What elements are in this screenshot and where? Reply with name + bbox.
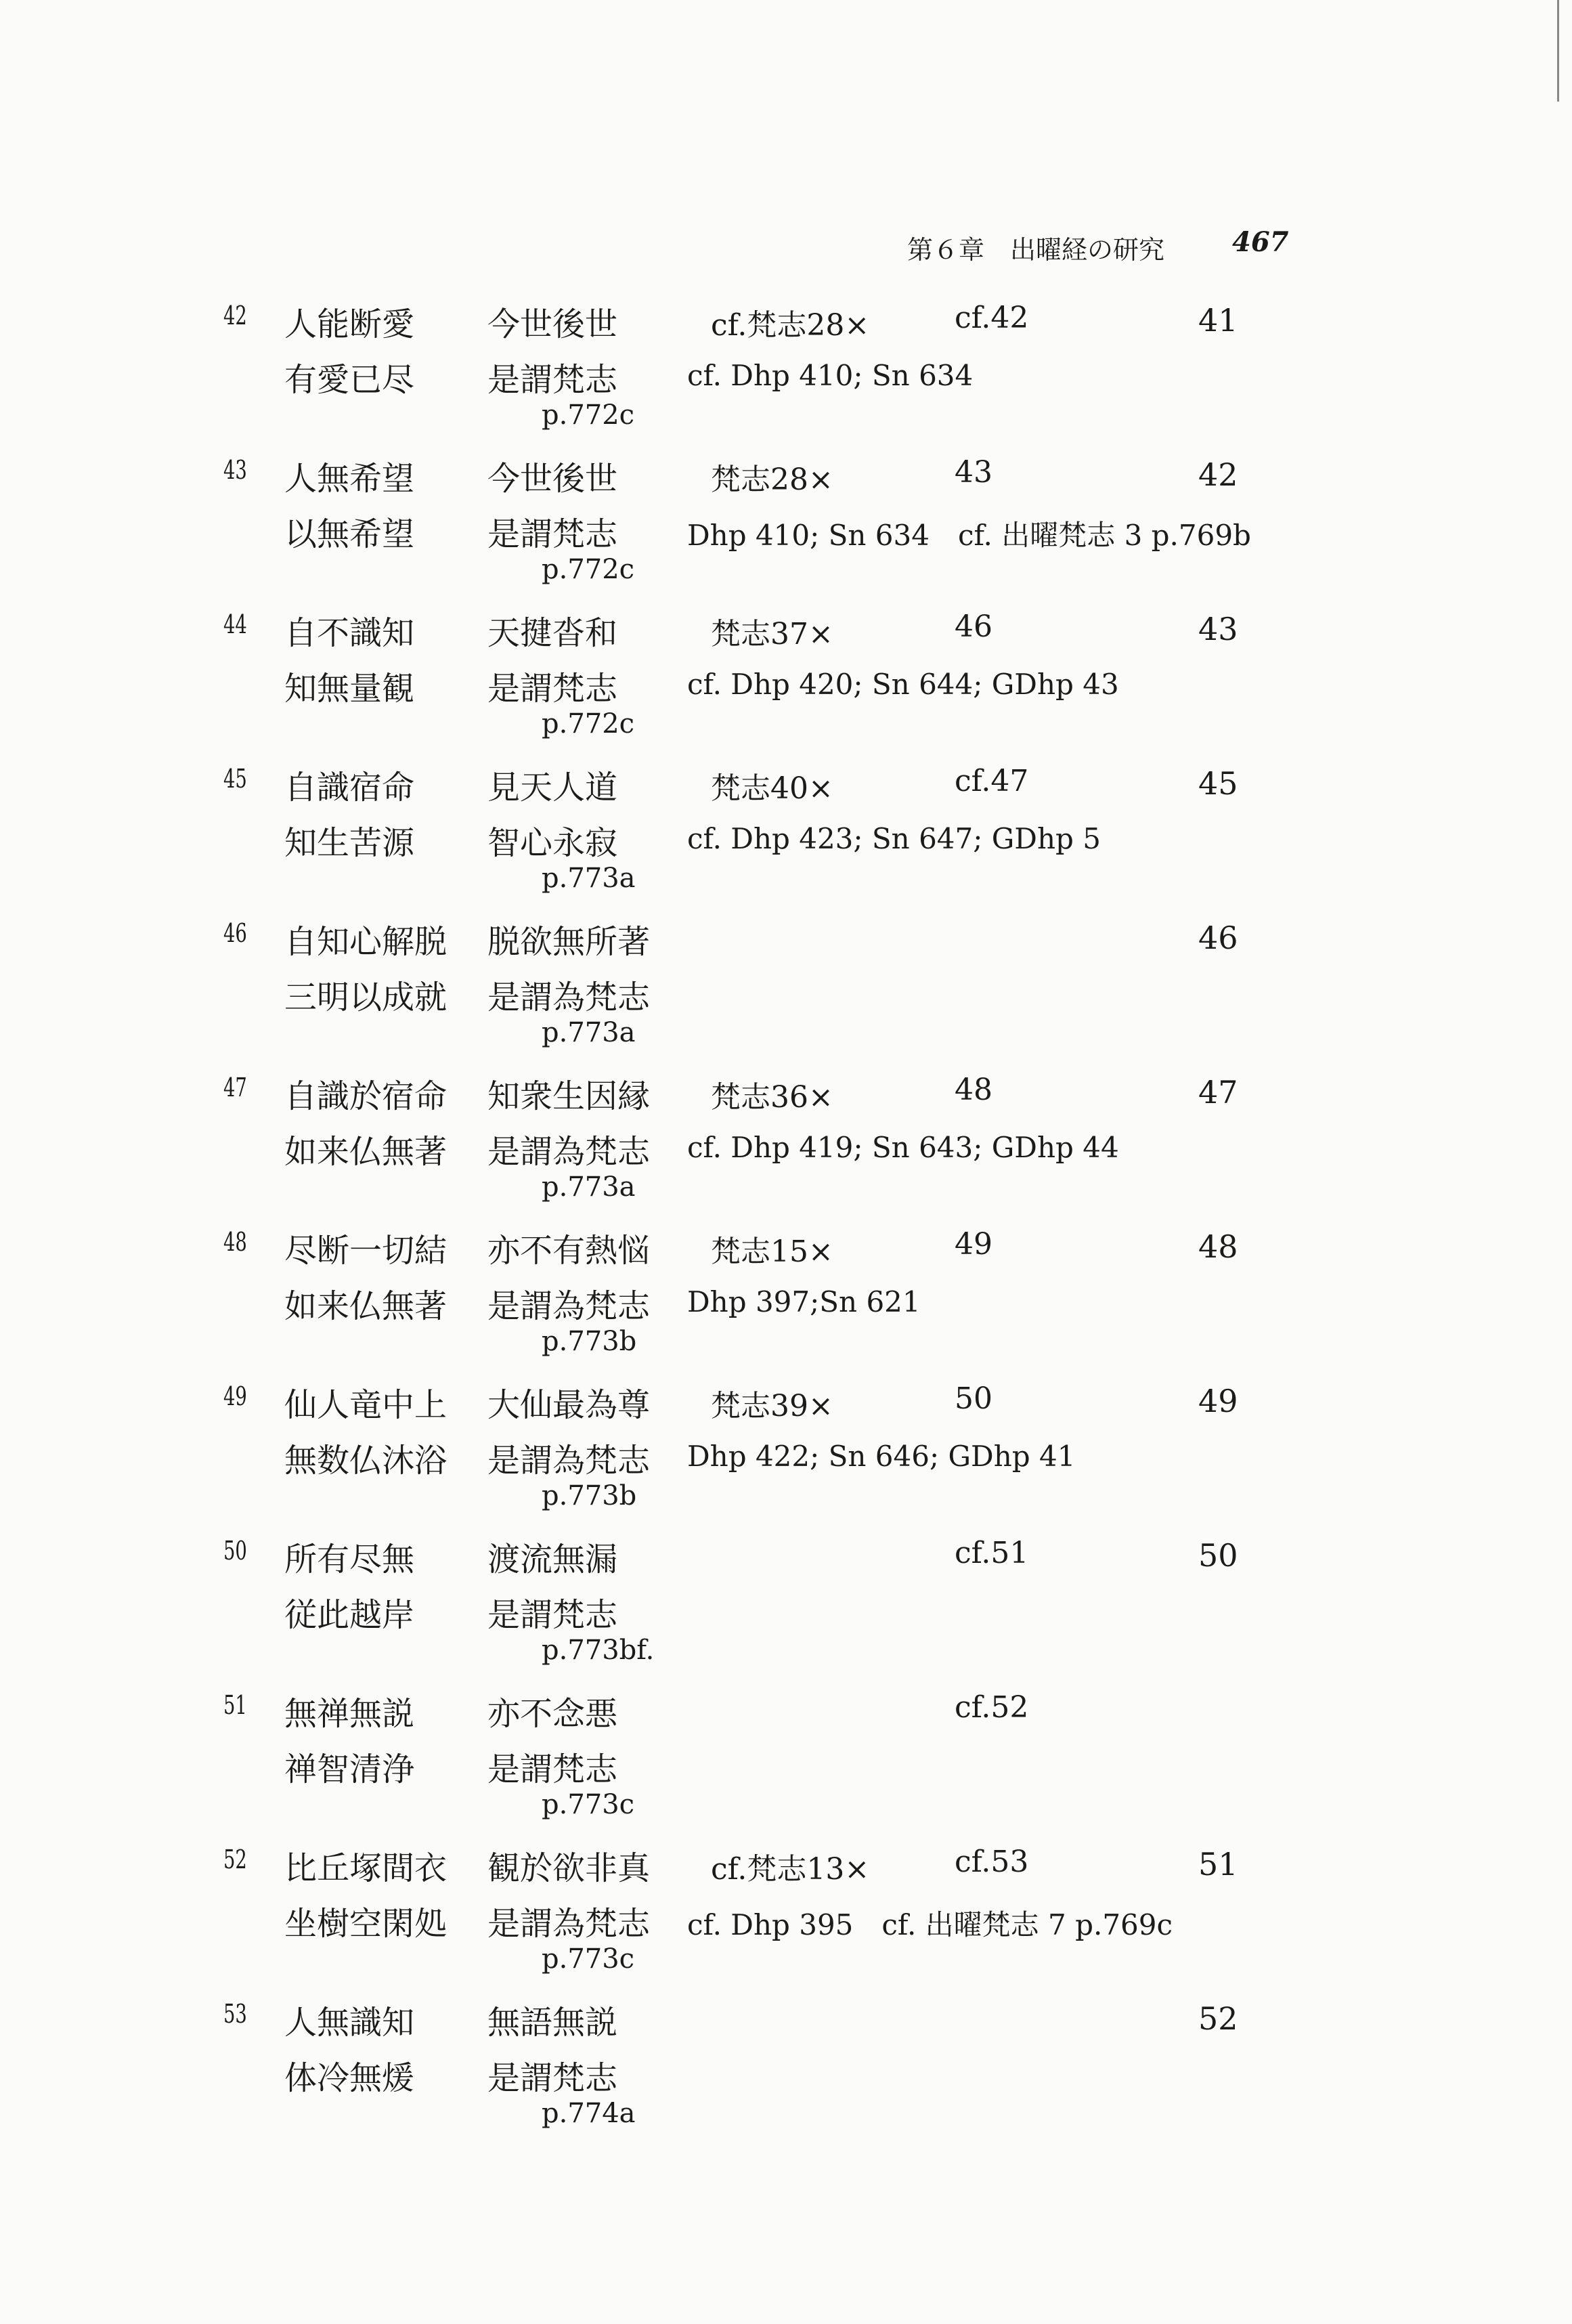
column-4-number: 46 [955,609,992,644]
verse-number: 42 [223,301,247,330]
verse-number: 50 [223,1536,247,1566]
column-5-number: 43 [1198,611,1238,647]
page-reference: p.773c [542,1943,635,1975]
verse-number: 43 [223,455,247,485]
verse-entry [0,1996,1572,2151]
parallel-reference: 梵志40× [711,771,833,806]
page-reference: p.773a [542,863,636,894]
column-5-number: 52 [1198,2000,1238,2037]
page-reference: p.773bf. [542,1635,655,1666]
parallel-note: cf. Dhp 419; Sn 643; GDhp 44 [687,1131,1119,1164]
verse-entry [0,1224,1572,1379]
verse-line-4: 是謂為梵志 [487,978,651,1016]
parallel-reference: cf.梵志28× [711,308,870,343]
verse-line-4: 是謂為梵志 [487,1133,651,1171]
verse-line-2: 知無量観 [284,670,415,708]
parallel-note: cf. Dhp 410; Sn 634 [687,359,974,392]
column-4-number: 49 [955,1227,992,1262]
column-4-number: 50 [955,1381,992,1416]
column-5-number: 50 [1198,1537,1238,1574]
verse-line-1: 自知心解脱 [284,923,447,961]
column-5-number: 41 [1198,302,1238,339]
verse-entry [0,1070,1572,1224]
verse-line-4: 是謂梵志 [487,361,618,399]
page-reference: p.773c [542,1789,635,1820]
verse-line-3: 観於欲非真 [487,1849,651,1887]
verse-line-3: 大仙最為尊 [487,1386,651,1424]
verse-entry [0,1379,1572,1533]
verse-entry [0,452,1572,607]
verse-line-1: 人能断愛 [284,305,415,343]
column-4-number: 48 [955,1073,992,1107]
verse-line-2: 体冷無煖 [284,2059,415,2097]
page-reference: p.773b [542,1480,637,1511]
verse-line-2: 有愛已尽 [284,361,415,399]
parallel-note: Dhp 422; Sn 646; GDhp 41 [687,1440,1076,1473]
verse-line-1: 尽断一切結 [284,1232,447,1270]
verse-line-2: 知生苦源 [284,824,415,862]
parallel-note: cf. Dhp 395 cf. 出曜梵志 7 p.769c [687,1908,1173,1941]
scan-edge-line [1557,0,1559,102]
column-4-number: cf.52 [955,1690,1029,1725]
verse-number: 47 [223,1073,247,1102]
page-reference: p.772c [542,400,635,431]
verse-line-2: 坐樹空閑処 [284,1905,447,1943]
verse-line-4: 是謂為梵志 [487,1905,651,1943]
parallel-reference: 梵志36× [711,1080,833,1115]
verse-entry [0,607,1572,761]
column-5-number: 49 [1198,1383,1238,1419]
verse-line-4: 智心永寂 [487,824,618,862]
verse-line-2: 従此越岸 [284,1596,415,1634]
page-reference: p.773a [542,1171,636,1203]
column-4-number: cf.42 [955,301,1029,335]
parallel-reference: 梵志37× [711,617,833,651]
column-5-number: 51 [1198,1846,1238,1882]
page-number: 467 [1232,226,1289,258]
verse-line-3: 天揵沓和 [487,614,618,652]
running-head [907,226,1289,267]
page-reference: p.772c [542,554,635,585]
verse-line-4: 是謂梵志 [487,515,618,553]
verse-entry [0,761,1572,916]
verse-line-2: 以無希望 [284,515,415,553]
page-reference: p.772c [542,708,635,739]
page-reference: p.774a [542,2098,636,2129]
column-5-number: 46 [1198,920,1238,956]
verse-line-3: 渡流無漏 [487,1541,618,1578]
verse-line-3: 見天人道 [487,769,618,806]
verse-line-1: 自不識知 [284,614,415,652]
verse-entry [0,1533,1572,1687]
verse-line-1: 比丘塚間衣 [284,1849,447,1887]
verse-number: 44 [223,609,247,639]
verse-entry [0,916,1572,1070]
verse-line-1: 人無識知 [284,2004,415,2042]
verse-entry [0,1687,1572,1842]
verse-line-3: 今世後世 [487,305,618,343]
column-5-number: 42 [1198,456,1238,493]
parallel-note: Dhp 397;Sn 621 [687,1285,921,1318]
column-4-number: cf.51 [955,1536,1029,1570]
verse-line-4: 是謂梵志 [487,1750,618,1788]
verse-line-3: 亦不念悪 [487,1695,618,1733]
parallel-reference: cf.梵志13× [711,1852,870,1887]
verse-line-2: 無数仏沐浴 [284,1442,447,1480]
verse-number: 52 [223,1845,247,1874]
column-4-number: 43 [955,455,992,490]
column-5-number: 47 [1198,1074,1238,1111]
verse-number: 49 [223,1381,247,1411]
column-5-number: 48 [1198,1228,1238,1265]
verse-number: 45 [223,764,247,794]
column-5-number: 45 [1198,765,1238,802]
page-reference: p.773b [542,1326,637,1357]
verse-line-2: 禅智清浄 [284,1750,415,1788]
verse-line-1: 人無希望 [284,460,415,498]
parallel-reference: 梵志28× [711,462,833,497]
verse-number: 48 [223,1227,247,1257]
verse-line-1: 所有尽無 [284,1541,415,1578]
verse-line-4: 是謂梵志 [487,1596,618,1634]
verse-entry [0,1842,1572,1996]
parallel-note: Dhp 410; Sn 634 cf. 出曜梵志 3 p.769b [687,519,1251,552]
verse-line-4: 是謂梵志 [487,2059,618,2097]
parallel-note: cf. Dhp 423; Sn 647; GDhp 5 [687,822,1101,855]
verse-line-1: 無禅無説 [284,1695,415,1733]
verse-line-3: 知衆生因縁 [487,1077,651,1115]
parallel-reference: 梵志39× [711,1389,833,1423]
column-4-number: cf.53 [955,1845,1029,1879]
verse-line-3: 今世後世 [487,460,618,498]
verse-line-1: 自識於宿命 [284,1077,447,1115]
verse-number: 46 [223,918,247,948]
page-reference: p.773a [542,1017,636,1048]
verse-number: 53 [223,1999,247,2029]
verse-entry [0,298,1572,452]
verse-line-2: 如来仏無著 [284,1287,447,1325]
verse-line-3: 無語無説 [487,2004,618,2042]
verse-number: 51 [223,1690,247,1720]
verse-line-2: 如来仏無著 [284,1133,447,1171]
verse-line-1: 仙人竜中上 [284,1386,447,1424]
parallel-reference: 梵志15× [711,1234,833,1269]
verse-line-2: 三明以成就 [284,978,447,1016]
verse-line-3: 脱欲無所著 [487,923,651,961]
verse-line-4: 是謂為梵志 [487,1287,651,1325]
verse-line-4: 是謂為梵志 [487,1442,651,1480]
parallel-note: cf. Dhp 420; Sn 644; GDhp 43 [687,668,1119,701]
verse-line-1: 自識宿命 [284,769,415,806]
verse-line-3: 亦不有熱悩 [487,1232,651,1270]
verse-line-4: 是謂梵志 [487,670,618,708]
chapter-title: 第６章 出曜経の研究 [907,235,1165,265]
column-4-number: cf.47 [955,764,1029,798]
